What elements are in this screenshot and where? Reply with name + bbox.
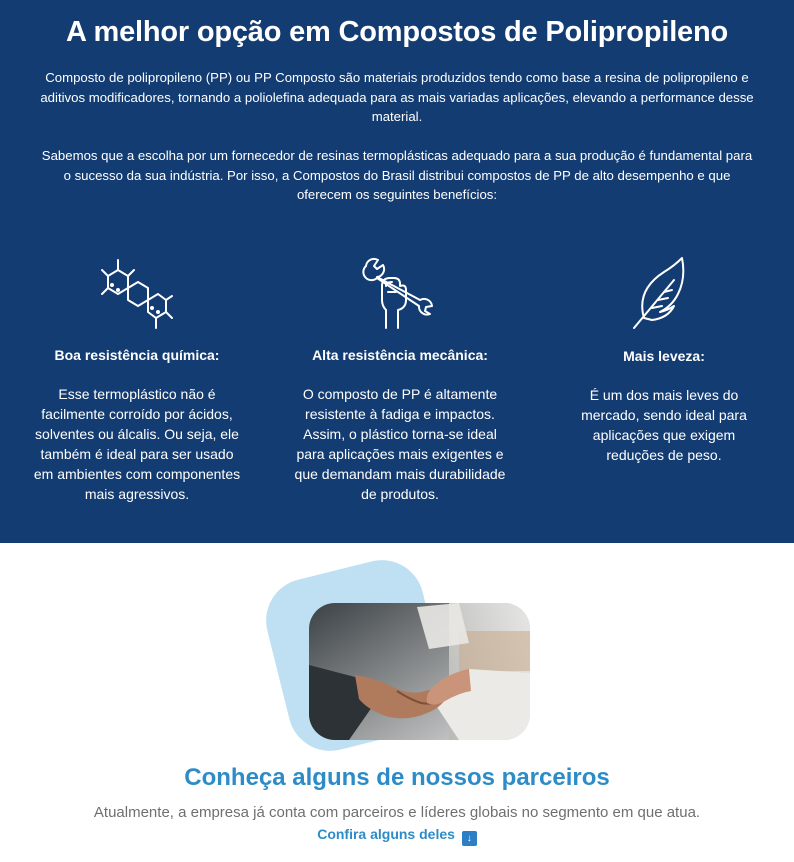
benefit-title-chemical: Boa resistência química: bbox=[54, 347, 220, 363]
benefit-text-lightness: É um dos mais leves do mercado, sendo ideal para aplicações que exigem reduções de peso. bbox=[581, 387, 747, 463]
benefit-text-mechanical: O composto de PP é altamente resistente à fadiga e impactos. Assim, o plástico torna-se ideal para aplicações mais exigentes e que demandam mais durabilidade de produtos. bbox=[294, 386, 506, 502]
handshake-photo bbox=[309, 603, 530, 740]
feather-icon bbox=[630, 256, 696, 332]
partners-title: Conheça alguns de nossos parceiros bbox=[184, 764, 610, 791]
molecule-icon bbox=[100, 256, 174, 330]
arrow-down-icon: ↓ bbox=[462, 831, 477, 846]
see-partners-link[interactable] bbox=[0, 826, 794, 846]
see-partners-label: Confira alguns deles bbox=[317, 826, 455, 842]
fist-wrench-icon bbox=[362, 256, 436, 330]
hero-benefits-paragraph: Sabemos que a escolha por um fornecedor de resinas termoplásticas adequado para a sua produção é fundamental para o sucesso da sua indústria. Por isso, a Compostos do Brasil distribui compostos de PP de alto desempenho e que oferecem os seguintes benefícios: bbox=[41, 148, 753, 202]
hero-title: A melhor opção em Compostos de Polipropileno bbox=[65, 16, 729, 48]
benefit-title-mechanical: Alta resistência mecânica: bbox=[312, 347, 488, 363]
partners-subtitle: Atualmente, a empresa já conta com parceiros e líderes globais no segmento em que atua. bbox=[93, 804, 701, 821]
hero-intro-paragraph: Composto de polipropileno (PP) ou PP Composto são materiais produzidos tendo como base a resina de polipropileno e aditivos modificadores, tornando a poliolefina adequada para as mais variadas aplicações, elevando a performance desse material. bbox=[40, 70, 754, 124]
benefit-text-chemical: Esse termoplástico não é facilmente corroído por ácidos, solventes ou álcalis. Ou seja, ele também é ideal para ser usado em ambientes com componentes mais agressivos. bbox=[33, 386, 241, 502]
benefit-title-lightness: Mais leveza: bbox=[623, 348, 705, 364]
